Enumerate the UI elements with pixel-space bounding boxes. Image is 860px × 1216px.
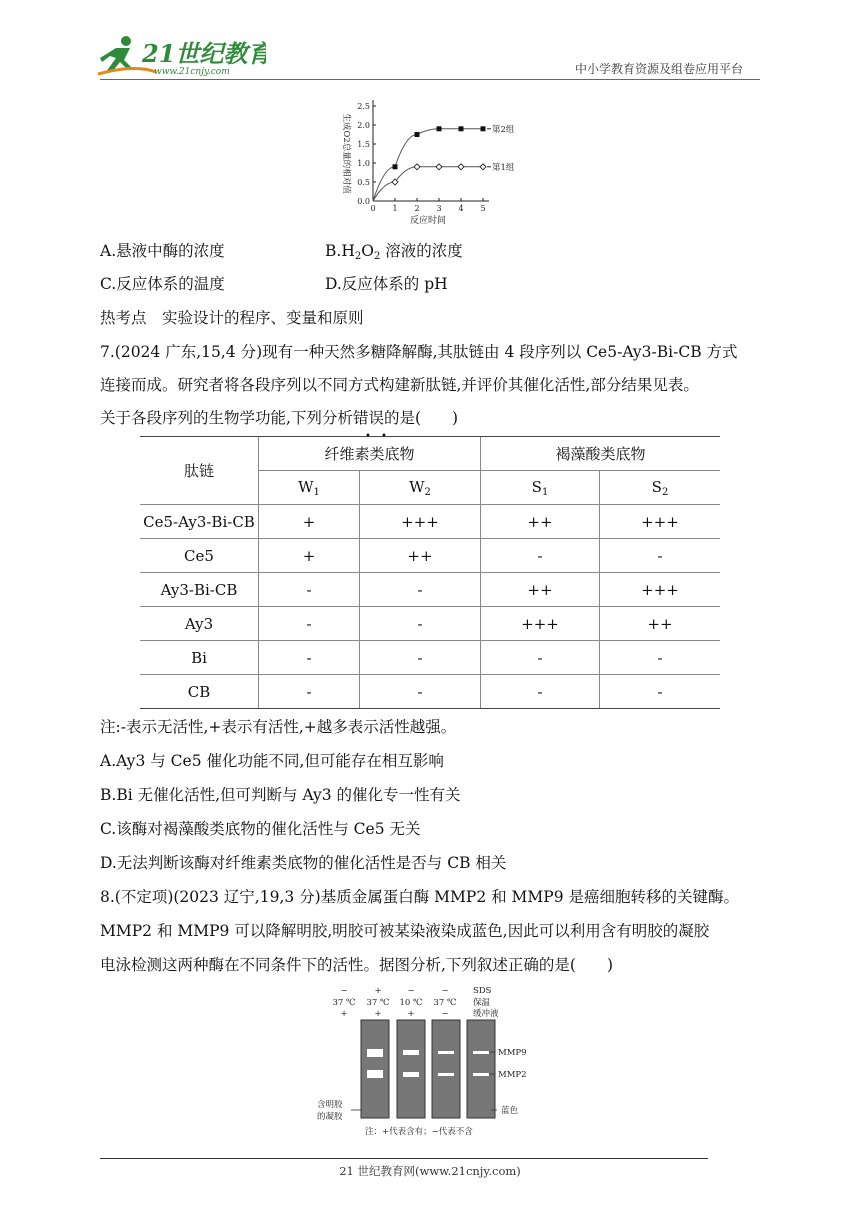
lane2-temp: 37 ℃ bbox=[366, 998, 390, 1008]
gel-lane-4 bbox=[467, 1020, 495, 1118]
y-tick-label: 1.0 bbox=[357, 159, 370, 168]
cell-s2: - bbox=[600, 641, 721, 675]
row-name: Bi bbox=[140, 641, 259, 675]
lane3-sds: − bbox=[407, 986, 415, 996]
series-label: 第2组 bbox=[492, 124, 515, 135]
x-tick-label: 5 bbox=[480, 204, 486, 213]
label-mmp9: MMP9 bbox=[498, 1048, 527, 1058]
band-lane4-mmp2 bbox=[473, 1073, 489, 1076]
logo-url: www.21cnjy.com bbox=[154, 67, 230, 77]
chart-svg bbox=[335, 98, 525, 230]
footer-divider bbox=[100, 1158, 708, 1159]
x-tick-label: 4 bbox=[458, 204, 464, 213]
q8-stem-line1: 8.(不定项)(2023 辽宁,19,3 分)基质金属蛋白酶 MMP2 和 MMP9 是癌细胞转移的关键酶。 bbox=[100, 888, 739, 906]
row-name: Ce5-Ay3-Bi-CB bbox=[140, 505, 259, 539]
q7-emphasis-2: 误 bbox=[368, 409, 384, 427]
cell-s1: - bbox=[481, 675, 600, 709]
data-point bbox=[393, 164, 398, 169]
cell-w1: - bbox=[259, 641, 360, 675]
row-name: CB bbox=[140, 675, 259, 709]
lane1-temp: 37 ℃ bbox=[332, 998, 356, 1008]
row-name: Ay3-Bi-CB bbox=[140, 573, 259, 607]
cell-w2: - bbox=[360, 675, 481, 709]
cell-w2: - bbox=[360, 641, 481, 675]
footer-text: 21 世纪教育网(www.21cnjy.com) bbox=[339, 1164, 521, 1178]
label-temp: 保温 bbox=[473, 998, 491, 1008]
lane2-sds: + bbox=[374, 986, 382, 996]
y-tick-label: 1.5 bbox=[357, 140, 370, 149]
q7-stem-pre: 关于各段序列的生物学功能,下列分析 bbox=[100, 409, 353, 427]
lane4-temp: 37 ℃ bbox=[433, 998, 457, 1008]
x-tick-label: 0 bbox=[370, 204, 376, 213]
q6-line-chart bbox=[335, 98, 525, 230]
gel-lane-1 bbox=[361, 1020, 389, 1118]
q6-option-c: C.反应体系的温度 bbox=[100, 275, 225, 293]
label-sds: SDS bbox=[473, 986, 492, 996]
cell-s1: - bbox=[481, 641, 600, 675]
label-mmp2: MMP2 bbox=[498, 1070, 527, 1080]
figure-note: 注：+代表含有；−代表不含 bbox=[365, 1127, 473, 1137]
cell-w1: - bbox=[259, 573, 360, 607]
data-point bbox=[436, 164, 442, 170]
row-name: Ay3 bbox=[140, 607, 259, 641]
cell-s1: ++ bbox=[481, 573, 600, 607]
band-lane4-mmp9 bbox=[473, 1051, 489, 1054]
lane4-sds: − bbox=[441, 986, 449, 996]
table-row bbox=[140, 675, 720, 709]
table-row bbox=[140, 641, 720, 675]
lane3-buffer: + bbox=[407, 1009, 415, 1019]
q8-stem-line3: 电泳检测这两种酶在不同条件下的活性。据图分析,下列叙述正确的是( ) bbox=[100, 956, 614, 974]
q7-table-note: 注:-表示无活性,+表示有活性,+越多表示活性越强。 bbox=[100, 718, 457, 736]
table-header-w1: $W_1$ bbox=[259, 471, 360, 505]
data-point bbox=[437, 126, 442, 131]
x-axis-label: 反应时间 bbox=[409, 216, 447, 226]
row-name: Ce5 bbox=[140, 539, 259, 573]
data-point bbox=[459, 126, 464, 131]
q6-option-d: D.反应体系的 pH bbox=[325, 275, 448, 293]
cell-w2: - bbox=[360, 573, 481, 607]
band-lane2-mmp9 bbox=[403, 1050, 419, 1055]
gel-svg bbox=[315, 982, 545, 1142]
table-header-cellulose: 纤维素类底物 bbox=[259, 437, 481, 471]
cell-s1: ++ bbox=[481, 505, 600, 539]
q7-option-b: B.Bi 无催化活性,但可判断与 Ay3 的催化专一性有关 bbox=[100, 786, 461, 804]
cell-w2: - bbox=[360, 607, 481, 641]
logo-text: 21世纪教育 bbox=[142, 39, 266, 68]
q7-emphasis-1: 错 bbox=[352, 409, 369, 427]
band-lane1-mmp2 bbox=[367, 1070, 383, 1078]
cell-s2: +++ bbox=[600, 505, 721, 539]
q7-option-d: D.无法判断该酶对纤维素类底物的催化活性是否与 CB 相关 bbox=[100, 854, 507, 872]
lane3-temp: 10 ℃ bbox=[399, 998, 423, 1008]
q7-option-a: A.Ay3 与 Ce5 催化功能不同,但可能存在相互影响 bbox=[100, 752, 444, 770]
y-tick-label: 2.5 bbox=[357, 102, 370, 111]
cell-s2: +++ bbox=[600, 573, 721, 607]
series-line bbox=[373, 129, 483, 201]
cell-w1: - bbox=[259, 675, 360, 709]
x-tick-label: 2 bbox=[414, 204, 420, 213]
cell-w1: + bbox=[259, 505, 360, 539]
q6-option-b bbox=[325, 240, 463, 268]
table-header-w2: $W_2$ bbox=[360, 471, 481, 505]
lane2-buffer: + bbox=[374, 1009, 382, 1019]
q6-option-a: A.悬液中酶的浓度 bbox=[100, 242, 225, 260]
q7-option-c: C.该酶对褐藻酸类底物的催化活性与 Ce5 无关 bbox=[100, 820, 421, 838]
x-tick-label: 3 bbox=[436, 204, 442, 213]
cell-w2: ++ bbox=[360, 539, 481, 573]
data-point bbox=[481, 126, 486, 131]
q8-gel-figure bbox=[315, 982, 545, 1142]
cell-w1: - bbox=[259, 607, 360, 641]
gel-lane-2 bbox=[397, 1020, 425, 1118]
q6-option-b-pre: B.H bbox=[325, 242, 355, 260]
table-header-chain: 肽链 bbox=[140, 437, 259, 505]
band-lane2-mmp2 bbox=[403, 1072, 419, 1077]
data-point bbox=[480, 164, 486, 170]
label-gel-line2: 的凝胶 bbox=[317, 1112, 343, 1122]
cell-s1: +++ bbox=[481, 607, 600, 641]
table-row bbox=[140, 505, 720, 539]
table-header-alginate: 褐藻酸类底物 bbox=[481, 437, 721, 471]
y-tick-label: 0.5 bbox=[357, 178, 370, 187]
y-axis-label: 生成O2总量的相对值 bbox=[341, 113, 351, 194]
lane1-sds: − bbox=[340, 986, 348, 996]
cell-w1: + bbox=[259, 539, 360, 573]
cell-w2: +++ bbox=[360, 505, 481, 539]
emphasis-dot: • bbox=[365, 431, 371, 442]
gel-lane-3 bbox=[432, 1020, 460, 1118]
platform-name: 中小学教育资源及组卷应用平台 bbox=[575, 62, 744, 76]
cell-s2: - bbox=[600, 675, 721, 709]
table-header-s1: $S_1$ bbox=[481, 471, 600, 505]
emphasis-dot: • bbox=[381, 431, 387, 442]
y-tick-label: 2.0 bbox=[357, 121, 370, 130]
label-gel-line1: 含明胶 bbox=[317, 1100, 343, 1110]
label-buffer: 缓冲液 bbox=[473, 1009, 499, 1019]
header-divider bbox=[100, 79, 760, 80]
q8-stem-line2: MMP2 和 MMP9 可以降解明胶,明胶可被某染液染成蓝色,因此可以利用含有明胶的凝胶 bbox=[100, 922, 710, 940]
x-tick-label: 1 bbox=[392, 204, 398, 213]
q6-option-b-post: 溶液的浓度 bbox=[380, 242, 463, 260]
lane1-buffer: + bbox=[340, 1009, 348, 1019]
data-point bbox=[414, 164, 420, 170]
table-row bbox=[140, 539, 720, 573]
band-lane1-mmp9 bbox=[367, 1049, 383, 1057]
data-point bbox=[415, 132, 420, 137]
cell-s2: ++ bbox=[600, 607, 721, 641]
label-blue: 蓝色 bbox=[501, 1106, 519, 1116]
q6-option-b-mid: O bbox=[361, 242, 374, 260]
band-lane3-mmp9 bbox=[438, 1051, 454, 1054]
hot-point-heading: 热考点 实验设计的程序、变量和原则 bbox=[100, 309, 364, 327]
cell-s2: - bbox=[600, 539, 721, 573]
series-line bbox=[373, 167, 483, 201]
q7-stem-line2: 连接而成。研究者将各段序列以不同方式构建新肽链,并评价其催化活性,部分结果见表。 bbox=[100, 376, 699, 394]
q6-option-b-sub2: 2 bbox=[373, 251, 381, 262]
table-row bbox=[140, 607, 720, 641]
table-row bbox=[140, 573, 720, 607]
q7-stem-post: 的是( ) bbox=[383, 409, 459, 427]
band-lane3-mmp2 bbox=[438, 1073, 454, 1076]
cell-s1: - bbox=[481, 539, 600, 573]
data-point bbox=[458, 164, 464, 170]
series-label: 第1组 bbox=[492, 162, 515, 173]
q7-results-table bbox=[140, 436, 720, 709]
lane4-buffer: − bbox=[441, 1009, 449, 1019]
q7-stem-line3 bbox=[100, 407, 459, 442]
q6-option-b-sub1: 2 bbox=[354, 251, 362, 262]
q7-stem-line1: 7.(2024 广东,15,4 分)现有一种天然多糖降解酶,其肽链由 4 段序列以 Ce5-Ay3-Bi-CB 方式 bbox=[100, 343, 738, 361]
site-logo bbox=[96, 34, 266, 78]
table-header-s2: $S_2$ bbox=[600, 471, 721, 505]
y-tick-label: 0.0 bbox=[357, 197, 370, 206]
